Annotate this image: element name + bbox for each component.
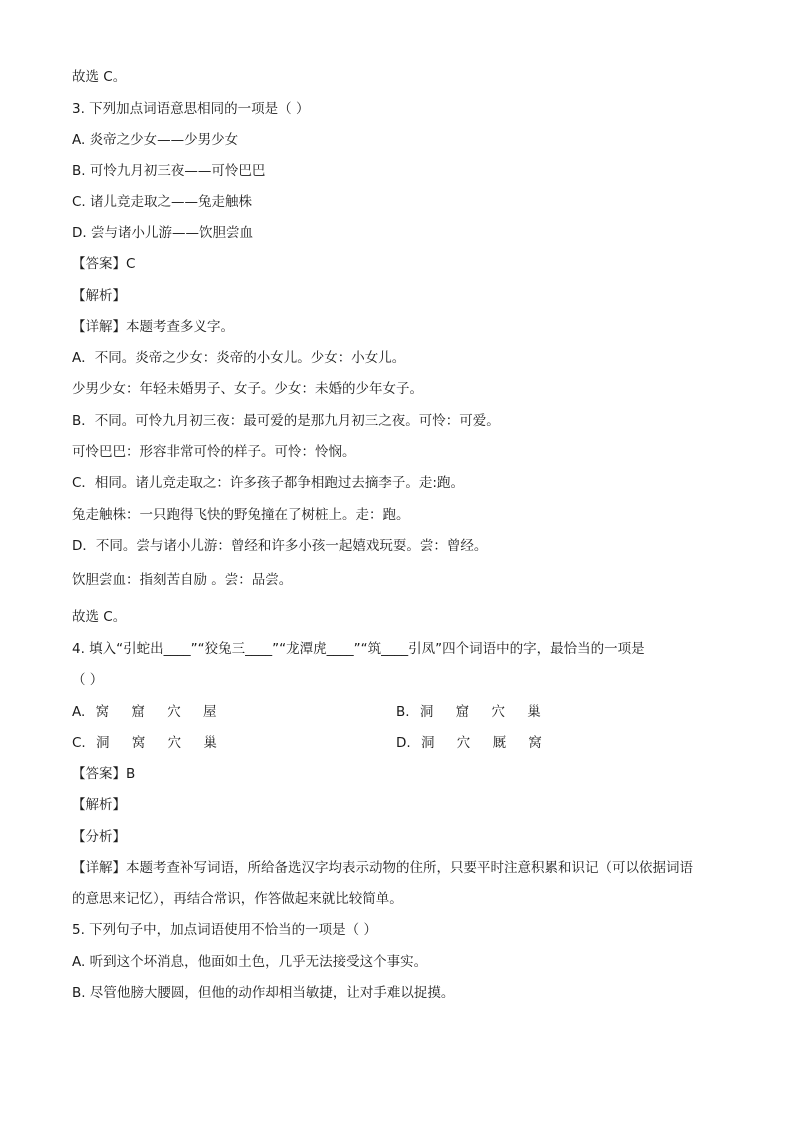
option-char: 穴	[167, 704, 181, 720]
question-4-option-b	[396, 703, 559, 721]
explanation-a-1: A．不同。炎帝之少女：炎帝的小女儿。少女：小女儿。	[72, 350, 406, 366]
explanation-b-1: B．不同。可怜九月初三夜：最可爱的是那九月初三之夜。可怜：可爱。	[72, 413, 500, 429]
option-char: 巢	[203, 735, 217, 751]
conclusion-line-2: 故选 C。	[72, 609, 127, 625]
question-5-option-b: B. 尽管他膀大腰圆，但他的动作却相当敏捷，让对手难以捉摸。	[72, 985, 455, 1001]
option-char: 巢	[527, 704, 541, 720]
option-char: 屋	[202, 704, 217, 720]
explanation-d-2: 饮胆尝血：指刻苦自励 。尝：品尝。	[72, 572, 293, 588]
question-4-stem: 4. 填入“引蛇出____”“狡兔三____”“龙潭虎____”“筑____引凤”四个词语中的字，最恰当的一项是	[72, 641, 645, 657]
explanation-d-1: D．不同。尝与诸小儿游：曾经和许多小孩一起嬉戏玩耍。尝：曾经。	[72, 538, 488, 554]
option-label: A.	[72, 704, 86, 720]
option-label: D.	[396, 735, 411, 751]
explanation-b-2: 可怜巴巴：形容非常可怜的样子。可怜：怜悯。	[72, 444, 356, 460]
question-3-option-b: B. 可怜九月初三夜——可怜巴巴	[72, 163, 266, 179]
question-3-analysis-heading: 【解析】	[72, 288, 126, 304]
question-4-summary-heading: 【分析】	[72, 829, 126, 845]
question-4-detail-2: 的意思来记忆），再结合常识，作答做起来就比较简单。	[72, 891, 403, 907]
option-char: 洞	[419, 704, 434, 720]
option-label: B.	[396, 704, 410, 720]
question-4-bracket: （ ）	[72, 672, 104, 688]
option-char: 窟	[455, 704, 470, 720]
option-char: 穴	[456, 735, 471, 751]
question-3-option-c: C. 诸儿竞走取之——兔走触株	[72, 194, 253, 210]
option-char: 窟	[131, 704, 145, 720]
option-char: 穴	[167, 735, 182, 751]
question-3-stem: 3. 下列加点词语意思相同的一项是（ ）	[72, 101, 310, 117]
option-char: 窝	[95, 704, 110, 720]
option-char: 窝	[131, 735, 146, 751]
question-3-option-d: D. 尝与诸小儿游——饮胆尝血	[72, 225, 253, 241]
option-char: 洞	[420, 735, 435, 751]
question-3-detail-heading: 【详解】本题考查多义字。	[72, 319, 234, 335]
explanation-c-2: 兔走触株：一只跑得飞快的野兔撞在了树桩上。走：跑。	[72, 507, 410, 523]
question-3-answer: 【答案】C	[72, 256, 136, 272]
question-4-option-d	[396, 734, 560, 752]
option-char: 洞	[96, 735, 110, 751]
option-char: 厩	[492, 735, 507, 751]
question-3-option-a: A. 炎帝之少女——少男少女	[72, 132, 239, 148]
option-label: C.	[72, 735, 86, 751]
question-5-stem: 5. 下列句子中，加点词语使用不恰当的一项是（ ）	[72, 922, 377, 938]
question-4-detail-1: 【详解】本题考查补写词语，所给备选汉字均表示动物的住所，只要平时注意积累和识记（可以依据词语	[72, 860, 693, 876]
question-4-option-c	[72, 734, 235, 752]
question-5-option-a: A. 听到这个坏消息，他面如土色，几乎无法接受这个事实。	[72, 954, 428, 970]
explanation-a-2: 少男少女：年轻未婚男子、女子。少女：未婚的少年女子。	[72, 381, 423, 397]
option-char: 窝	[528, 735, 542, 751]
explanation-c-1: C．相同。诸儿竞走取之：许多孩子都争相跑过去摘李子。走:跑。	[72, 475, 464, 491]
question-4-option-a	[72, 703, 234, 721]
question-4-analysis-heading: 【解析】	[72, 797, 126, 813]
conclusion-line: 故选 C。	[72, 69, 127, 85]
question-4-answer: 【答案】B	[72, 766, 136, 782]
option-char: 穴	[491, 704, 505, 720]
